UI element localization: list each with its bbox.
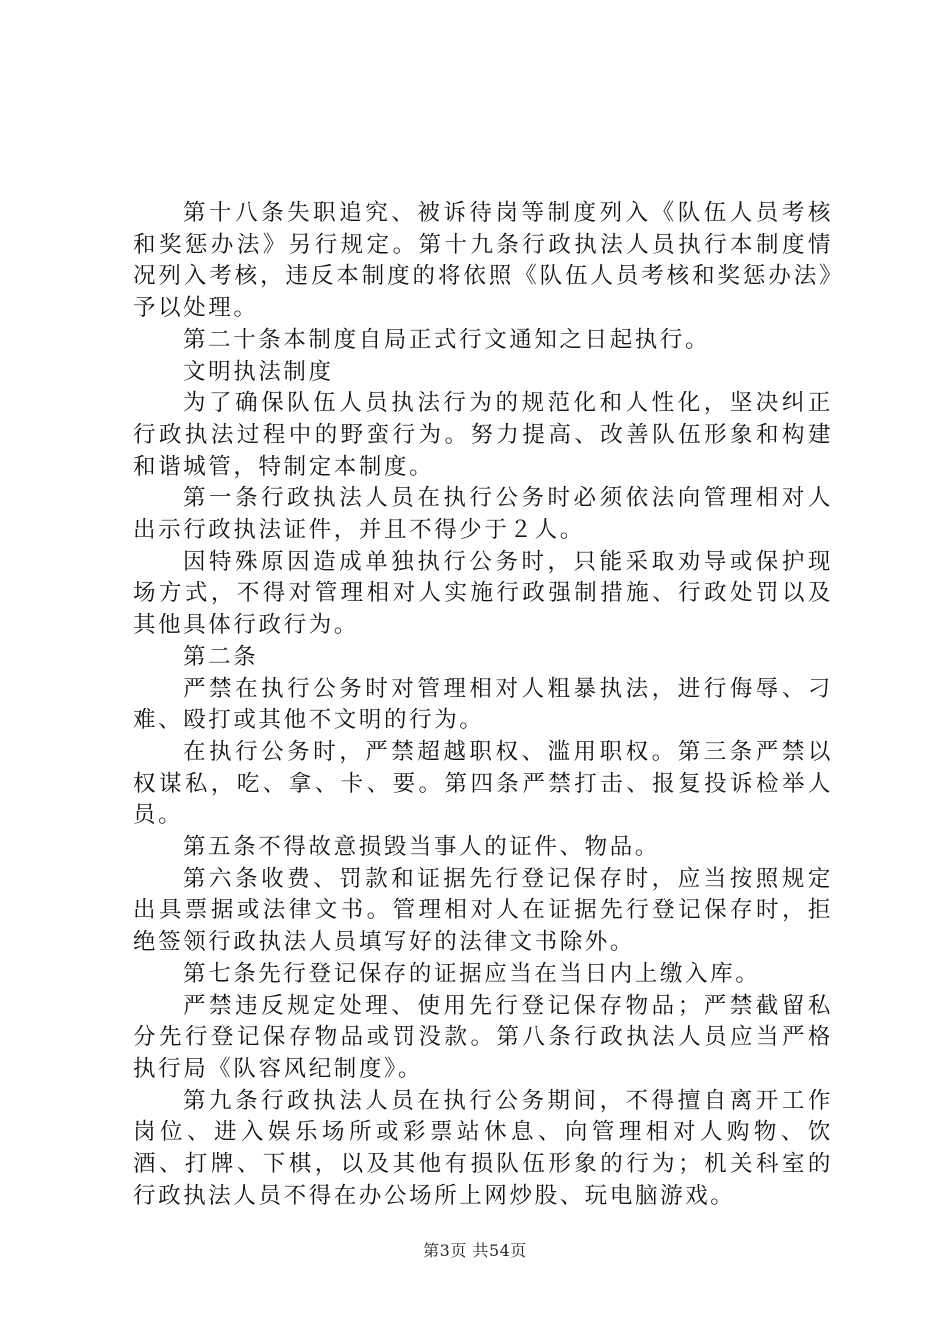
paragraph: 第七条先行登记保存的证据应当在当日内上缴入库。 xyxy=(183,960,761,987)
paragraph: 第二十条本制度自局正式行文通知之日起执行。 xyxy=(183,326,711,353)
paragraph: 为了确保队伍人员执法行为的规范化和人性化，坚决纠正行政执法过程中的野蛮行为。努力提高、改善队伍形象和构建和谐城管，特制定本制度。 xyxy=(133,390,833,480)
paragraph: 第九条行政执法人员在执行公务期间，不得擅自离开工作岗位、进入娱乐场所或彩票站休息、向管理相对人购物、饮酒、打牌、下棋，以及其他有损队伍形象的行为；机关科室的行政执法人员不得在办公场所上网炒股、玩电脑游戏。 xyxy=(133,1087,833,1209)
paragraph: 在执行公务时，严禁超越职权、滥用职权。第三条严禁以权谋私，吃、拿、卡、要。第四条严禁打击、报复投诉检举人员。 xyxy=(133,738,833,829)
document-body xyxy=(133,198,833,1213)
section-heading: 文明执法制度 xyxy=(183,358,334,385)
page-number-footer: 第3页 共54页 xyxy=(423,1241,527,1260)
paragraph: 严禁违反规定处理、使用先行登记保存物品；严禁截留私分先行登记保存物品或罚没款。第八条行政执法人员应当严格执行局《队容风纪制度》。 xyxy=(133,992,833,1082)
paragraph: 第十八条失职追究、被诉待岗等制度列入《队伍人员考核和奖惩办法》另行规定。第十九条行政执法人员执行本制度情况列入考核，违反本制度的将依照《队伍人员考核和奖惩办法》予以处理。 xyxy=(133,200,833,322)
paragraph: 第六条收费、罚款和证据先行登记保存时，应当按照规定出具票据或法律文书。管理相对人在证据先行登记保存时，拒绝签领行政执法人员填写好的法律文书除外。 xyxy=(133,865,833,956)
paragraph: 严禁在执行公务时对管理相对人粗暴执法，进行侮辱、刁难、殴打或其他不文明的行为。 xyxy=(133,675,833,734)
article-heading: 第二条 xyxy=(183,643,259,670)
paragraph: 第五条不得故意损毁当事人的证件、物品。 xyxy=(183,834,660,861)
paragraph: 第一条行政执法人员在执行公务时必须依法向管理相对人出示行政执法证件，并且不得少于２人。 xyxy=(133,485,833,544)
paragraph: 因特殊原因造成单独执行公务时，只能采取劝导或保护现场方式，不得对管理相对人实施行政强制措施、行政处罚以及其他具体行政行为。 xyxy=(133,548,833,639)
